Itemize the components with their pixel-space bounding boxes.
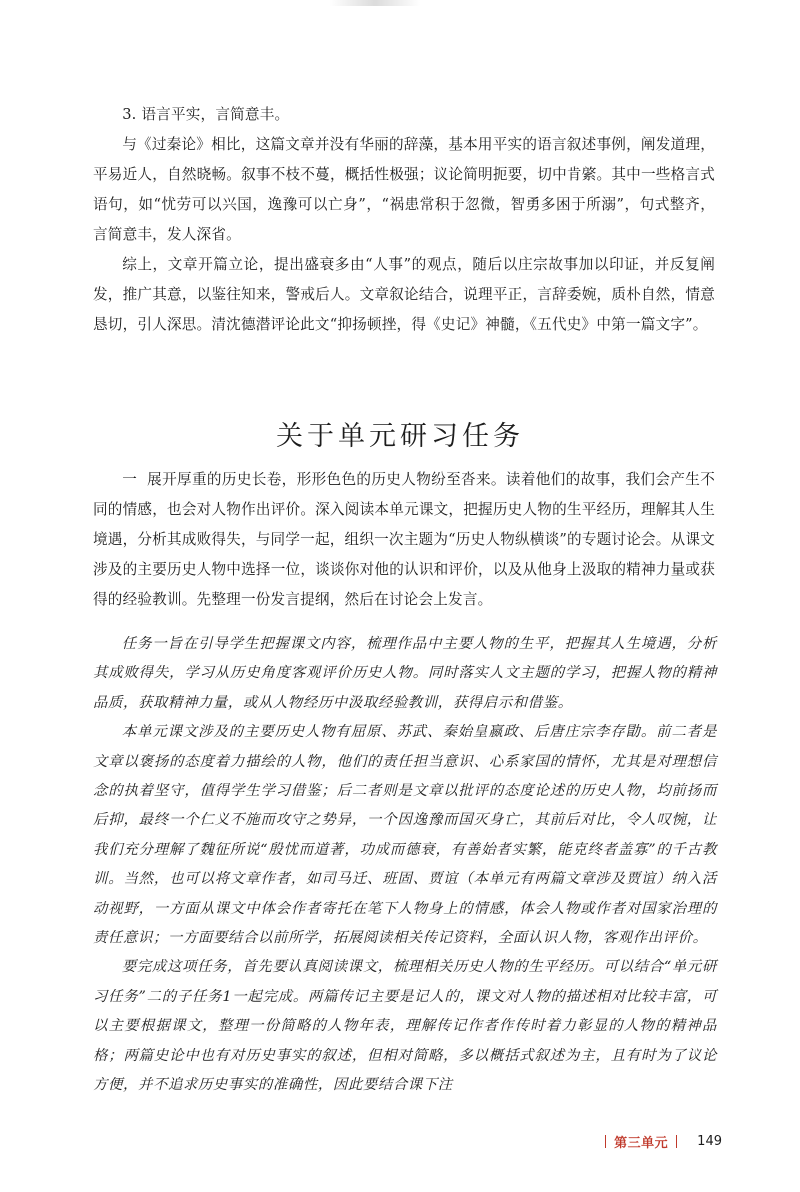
scan-artifact	[330, 0, 420, 6]
body-paragraph: 与《过秦论》相比，这篇文章并没有华丽的辞藻，基本用平实的语言叙述事例，阐发道理，平易近人，自然晓畅。叙事不枝不蔓，概括性极强；议论简明扼要，切中肯綮。其中一些格言式语句，如“忧劳可以兴国，逸豫可以亡身”，“祸患常积于忽微，智勇多困于所溺”，句式整齐，言简意丰，发人深省。	[93, 136, 715, 243]
unit-label: 第三单元	[614, 1135, 669, 1151]
section-title: 关于单元研习任务	[276, 421, 524, 452]
page-footer	[597, 1131, 722, 1151]
commentary-paragraph: 要完成这项任务，首先要认真阅读课文，梳理相关历史人物的生平经历。可以结合“单元研习任务”二的子任务1一起完成。两篇传记主要是记人的，课文对人物的描述相对比较丰富，可以主要根据课文，整理一份简略的人物年表，理解传记作者作传时着力彰显的人物的精神品格；两篇史论中也有对历史事实的叙述，但相对简略，多以概括式叙述为主，且有时为了议论方便，并不追求历史事实的准确性，因此要结合课下注	[93, 959, 717, 1094]
analysis-section	[93, 100, 715, 340]
footer-divider-right	[676, 1135, 677, 1148]
task-text: 展开厚重的历史长卷，形形色色的历史人物纷至沓来。读着他们的故事，我们会产生不同的情感，也会对人物作出评价。深入阅读本单元课文，把握历史人物的生平经历，理解其人生境遇，分析其成败得失，与同学一起，组织一次主题为“历史人物纵横谈”的专题讨论会。从课文涉及的主要历史人物中选择一位，谈谈你对他的认识和评价，以及从他身上汲取的精神力量或获得的经验教训。先整理一份发言提纲，然后在讨论会上发言。	[93, 471, 715, 608]
body-paragraph: 综上，文章开篇立论，提出盛衰多由“人事”的观点，随后以庄宗故事加以印证，并反复阐发，推广其意，以鉴往知来，警戒后人。文章叙论结合，说理平正，言辞委婉，质朴自然，情意恳切，引人深思。清沈德潜评论此文“抑扬顿挫，得《史记》神髓，《五代史》中第一篇文字”。	[93, 256, 715, 333]
unit-task-section	[93, 465, 715, 615]
page-number: 149	[697, 1133, 722, 1149]
commentary-paragraph: 任务一旨在引导学生把握课文内容，梳理作品中主要人物的生平，把握其人生境遇，分析其成败得失，学习从历史角度客观评价历史人物。同时落实人文主题的学习，把握人物的精神品质，获取精神力量，或从人物经历中汲取经验教训，获得启示和借鉴。	[93, 636, 717, 711]
commentary-paragraph: 本单元课文涉及的主要历史人物有屈原、苏武、秦始皇嬴政、后唐庄宗李存勖。前二者是文章以褒扬的态度着力描绘的人物，他们的责任担当意识、心系家国的情怀，尤其是对理想信念的执着坚守，值得学生学习借鉴；后二者则是文章以批评的态度论述的历史人物，均前扬而后抑，最终一个仁义不施而攻守之势异，一个因逸豫而国灭身亡，其前后对比，令人叹惋，让我们充分理解了魏征所说“殷忧而道著，功成而德衰，有善始者实繁，能克终者盖寡”的千古教训。当然，也可以将文章作者，如司马迁、班固、贾谊（本单元有两篇文章涉及贾谊）纳入活动视野，一方面从课文中体会作者寄托在笔下人物身上的情感，体会人物或作者对国家治理的责任意识；一方面要结合以前所学，拓展阅读相关传记资料，全面认识人物，客观作出评价。	[93, 724, 717, 947]
point-subheading: 3. 语言平实，言简意丰。	[122, 106, 290, 123]
task-paragraph	[93, 465, 715, 615]
footer-divider-left	[605, 1135, 606, 1148]
task-commentary	[93, 630, 717, 1101]
task-number: 一	[122, 471, 138, 488]
